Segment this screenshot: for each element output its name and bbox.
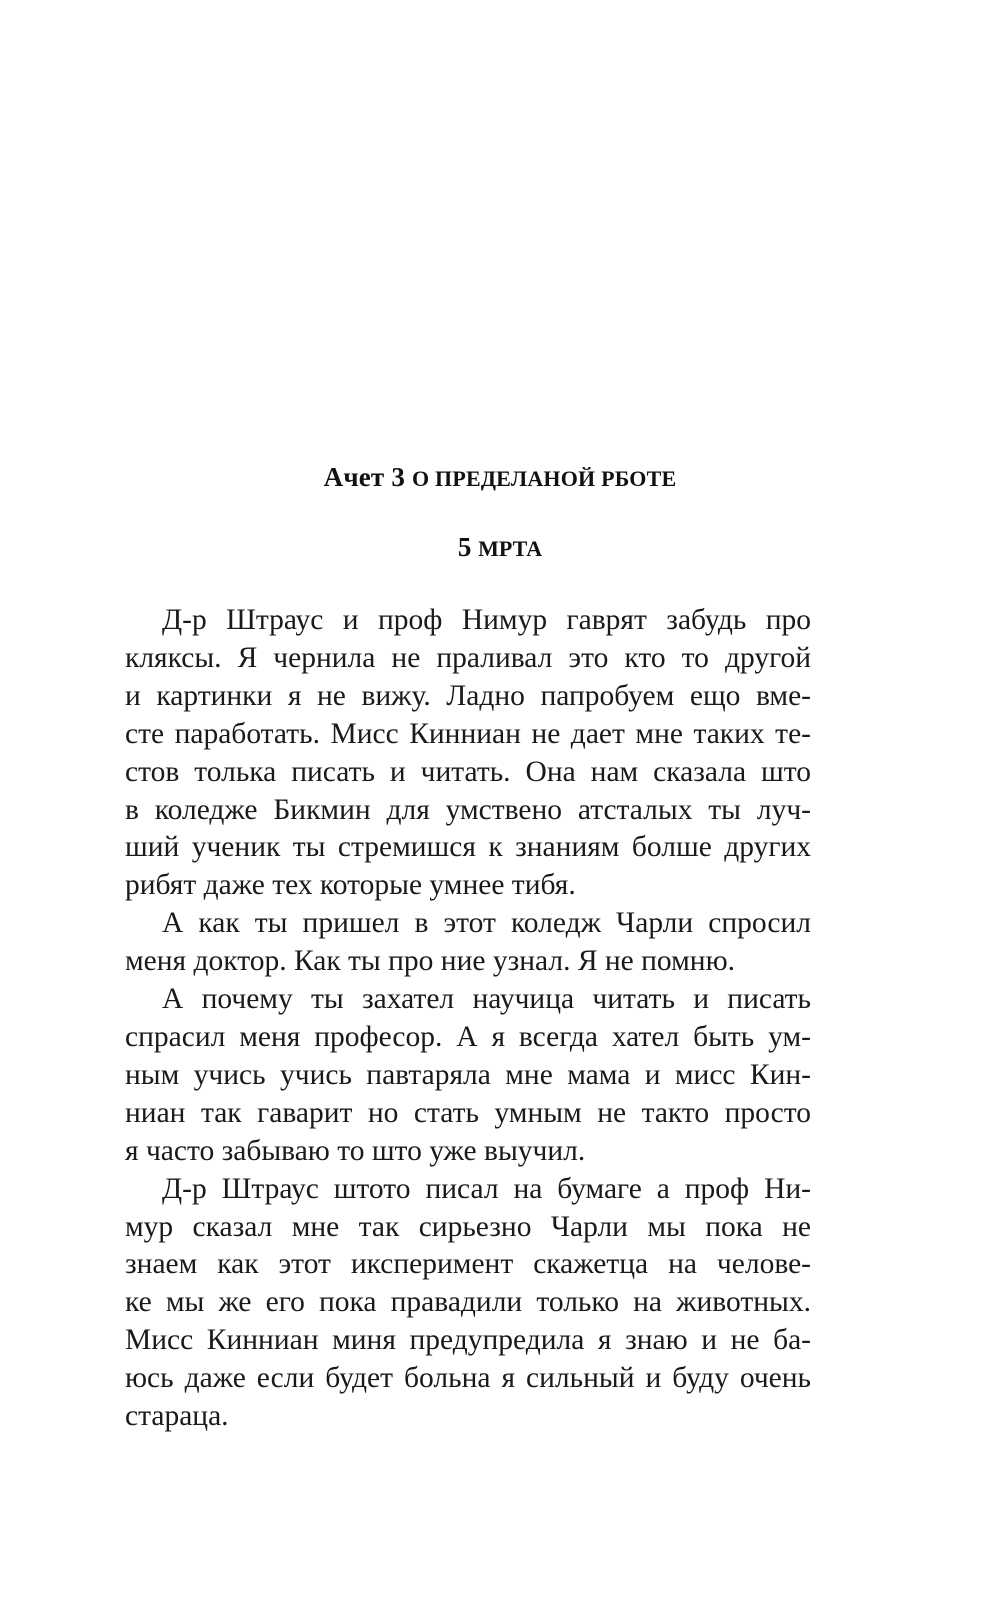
text-line: спрасил меня професор. А я всегда хател быть ум- [125,1020,811,1053]
text-line: стов толька писать и читать. Она нам сказала што [125,755,811,788]
text-line: стараца. [125,1400,229,1433]
report-title-initial: А [323,462,344,492]
text-line: сте паработать. Мисс Кинниан не дает мне таких те- [125,717,811,750]
text-line: в коледже Бикмин для умствено атсталых ты луч- [125,793,811,826]
text-line: А почему ты захател научица читать и писать [162,983,811,1016]
paragraph-1 [125,602,811,905]
text-line: ниан так гаварит но стать умным не такто просто [125,1096,811,1129]
text-line: и картинки я не вижу. Ладно папробуем ещо вме- [125,679,811,712]
text-line: кляксы. Я чернила не праливал это кто то другой [125,641,811,674]
text-line: Мисс Кинниан миня предупредила я знаю и не ба- [125,1324,811,1357]
text-line: А как ты пришел в этот коледж Чарли спросил [162,907,811,940]
report-title-number: чет 3 [343,462,412,492]
text-line: мур сказал мне так сирьезно Чарли мы пока не [125,1210,811,1243]
body-text [125,602,811,1436]
text-line: ным учись учись павтаряла мне мама и мисс Кин- [125,1058,811,1091]
report-date-day: 5 [457,532,479,562]
text-line: Д-р Штраус и проф Нимур гаврят забудь про [162,604,811,636]
paragraph-4 [125,1171,811,1436]
text-line: я часто забываю то што уже выучил. [125,1134,586,1167]
report-title [0,462,1000,493]
paragraph-2 [125,905,811,981]
text-line: Д-р Штраус штото писал на бумаге а проф Ни- [162,1172,811,1205]
text-line: ке мы же его пока правадили только на животных. [125,1286,811,1319]
text-line: знаем как этот иксперимент скажетца на челове- [125,1248,811,1281]
text-line: юсь даже если будет больна я сильный и буду очень [125,1362,811,1395]
text-line: рибят даже тех которые умнее тибя. [125,869,576,902]
report-title-smallcaps: О ПРЕДЕЛАНОЙ РБОТЕ [412,466,677,491]
paragraph-3 [125,981,811,1171]
text-line: ший ученик ты стремишся к знаниям болше других [125,831,811,864]
text-line: меня доктор. Как ты про ние узнал. Я не помню. [125,945,735,978]
report-date [0,532,1000,563]
report-date-month: МРТА [478,536,543,561]
